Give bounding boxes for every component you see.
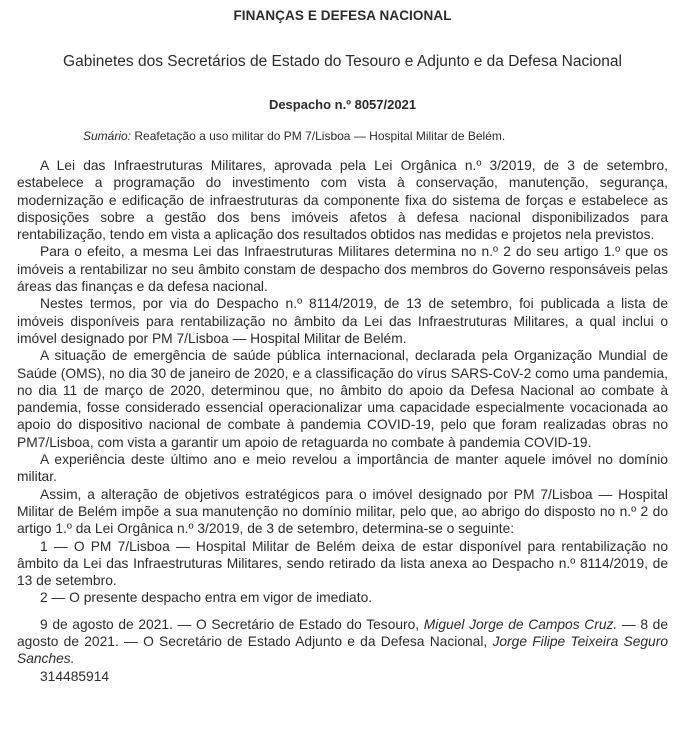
office-title: Gabinetes dos Secretários de Estado do Tesouro e Adjunto e da Defesa Nacional [63, 53, 622, 70]
body-paragraph: Assim, a alteração de objetivos estratégicos para o imóvel designado por PM 7/Lisboa — Hospital Militar de Belém impõe a sua manutenção no domínio militar, pelo que, ao abrigo do disposto no n.º 2 do artigo 1.º da Lei Orgânica n.º 3/2019, de 3 de setembro, determina-se o seguinte: [17, 486, 668, 537]
summary-text: Reafetação a uso militar do PM 7/Lisboa — Hospital Militar de Belém. [131, 129, 506, 143]
body-paragraph: A experiência deste último ano e meio revelou a importância de manter aquele imóvel no domínio militar. [17, 452, 668, 485]
body-paragraph: A situação de emergência de saúde pública internacional, declarada pela Organização Mundial de Saúde (OMS), no dia 30 de janeiro de 2020, e a classificação do vírus SARS-CoV-2 como uma pandemia, no dia 11 de março de 2020, determinou que, no âmbito do apoio da Defesa Nacional ao combate à pandemia, fosse considerado essencial operacionalizar uma capacidade especialmente vocacionada ao apoio do dispositivo nacional de combate à pandemia COVID-19, pelo que foram realizadas obras no PM7/Lisboa, com vista a garantir um apoio de retaguarda no combate à pandemia COVID-19. [17, 348, 668, 450]
publication-number: 314485914 [40, 668, 110, 684]
section-title: FINANÇAS E DEFESA NACIONAL [233, 8, 452, 23]
body-paragraph-item-1: 1 — O PM 7/Lisboa — Hospital Militar de Belém deixa de estar disponível para rentabilização no âmbito da Lei das Infraestruturas Militares, sendo retirado da lista anexa ao Despacho n.º 8114/2019, de 13 de setembro. [17, 538, 668, 589]
body-paragraph: A Lei das Infraestruturas Militares, aprovada pela Lei Orgânica n.º 3/2019, de 3 de setembro, estabelece a programação do investimento com vista à conservação, manutenção, segurança, modernização e edificação de infraestruturas da componente fixa do sistema de forças e estabelece as disposições sobre a gestão dos bens imóveis afetos à defesa nacional disponibilizados para rentabilização, tendo em vista a aplicação dos resultados obtidos nas medidas e projetos nela previstos. [17, 158, 668, 243]
body-paragraph-item-2: 2 — O presente despacho entra em vigor de imediato. [40, 590, 373, 606]
summary-line [83, 129, 668, 144]
summary-label: Sumário: [83, 129, 132, 143]
signature-block [17, 616, 668, 668]
signature-date-defesa: — 8 de agosto de 2021. — O Secretário de Estado Adjunto e da Defesa Nacional, [17, 616, 668, 650]
signatory-name-defesa: Jorge Filipe Teixeira Seguro Sanches. [17, 634, 668, 667]
signature-date-tesouro: 9 de agosto de 2021. — O Secretário de Estado do Tesouro, [40, 616, 424, 632]
body-paragraph: Para o efeito, a mesma Lei das Infraestruturas Militares determina no n.º 2 do seu artigo 1.º que os imóveis a rentabilizar no seu âmbito constam de despacho dos membros do Governo responsáveis pelas áreas das finanças e da defesa nacional. [17, 244, 668, 295]
despacho-number-title: Despacho n.º 8057/2021 [268, 97, 417, 112]
body-paragraph: Nestes termos, por via do Despacho n.º 8114/2019, de 13 de setembro, foi publicada a lista de imóveis disponíveis para rentabilização no âmbito da Lei das Infraestruturas Militares, a qual inclui o imóvel designado por PM 7/Lisboa — Hospital Militar de Belém. [17, 296, 668, 346]
document-body [17, 157, 668, 685]
signatory-name-tesouro: Miguel Jorge de Campos Cruz. [423, 616, 618, 632]
